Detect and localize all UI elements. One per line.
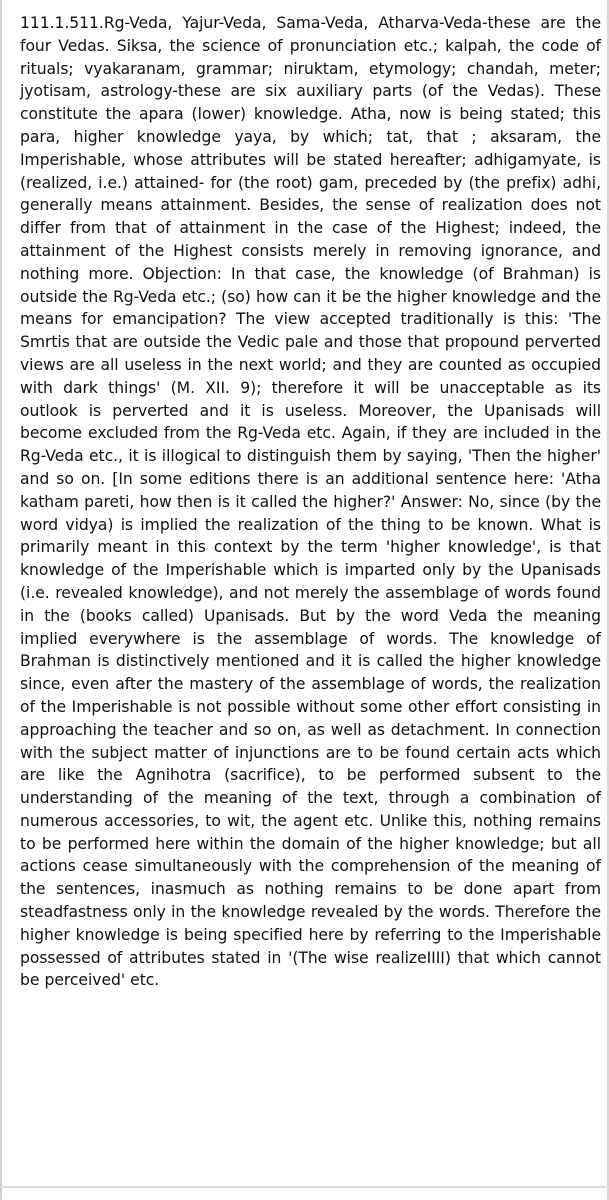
bottom-border	[0, 1186, 609, 1188]
commentary-paragraph: 111.1.511.Rg-Veda, Yajur-Veda, Sama-Veda, Atharva-Veda-these are the four Vedas. Siksa, the science of pronunciation etc.; kalpah, the code of rituals; vyakaranam, grammar; niruktam, etymology; chandah, meter; jyotisam, astrology-these are six auxiliary parts (of the Vedas). These constitute the apara (lower) knowledge. Atha, now is being stated; this para, higher knowledge yaya, by which; tat, that ; aksaram, the Imperishable, whose attributes will be stated hereafter; adhigamyate, is (realized, i.e.) attained- for (the root) gam, preceded by (the prefix) adhi, generally means attainment. Besides, the sense of realization does not differ from that of attainment in the case of the Highest; indeed, the attainment of the Highest consists merely in removing ignorance, and nothing more. Objection: In that case, the knowledge (of Brahman) is outside the Rg-Veda etc.; (so) how can it be the higher knowledge and the means for emancipation? The view accepted traditionally is this: 'The Smrtis that are outside the Vedic pale and those that propound perverted views are all useless in the next world; and they are counted as occupied with dark things' (M. XII. 9); therefore it will be unacceptable as its outlook is perverted and it is useless. Moreover, the Upanisads will become excluded from the Rg-Veda etc. Again, if they are included in the Rg-Veda etc., it is illogical to distinguish them by saying, 'Then the higher' and so on. [In some editions there is an additional sentence here: 'Atha katham pareti, how then is it called the higher?' Answer: No, since (by the word vidya) is implied the realization of the thing to be known. What is primarily meant in this context by the term 'higher knowledge', is that knowledge of the Imperishable which is imparted only by the Upanisads (i.e. revealed knowledge), and not merely the assemblage of words found in the (books called) Upanisads. But by the word Veda the meaning implied everywhere is the assemblage of words. The knowledge of Brahman is distinctively mentioned and it is called the higher knowledge since, even after the mastery of the assemblage of words, the realization of the Imperishable is not possible without some other effort consisting in approaching the teacher and so on, as well as detachment. In connection with the subject matter of injunctions are to be found certain acts which are like the Agnihotra (sacrifice), to be performed subsent to the understanding of the meaning of the text, through a combination of numerous accessories, to wit, the agent etc. Unlike this, nothing remains to be performed here within the domain of the higher knowledge; but all actions cease simultaneously with the comprehension of the meaning of the sentences, inasmuch as nothing remains to be done apart from steadfastness only in the knowledge revealed by the words. Therefore the higher knowledge is being specified here by referring to the Imperishable possessed of attributes stated in '(The wise realizeIIII) that which cannot be perceived' etc.	[20, 14, 601, 990]
